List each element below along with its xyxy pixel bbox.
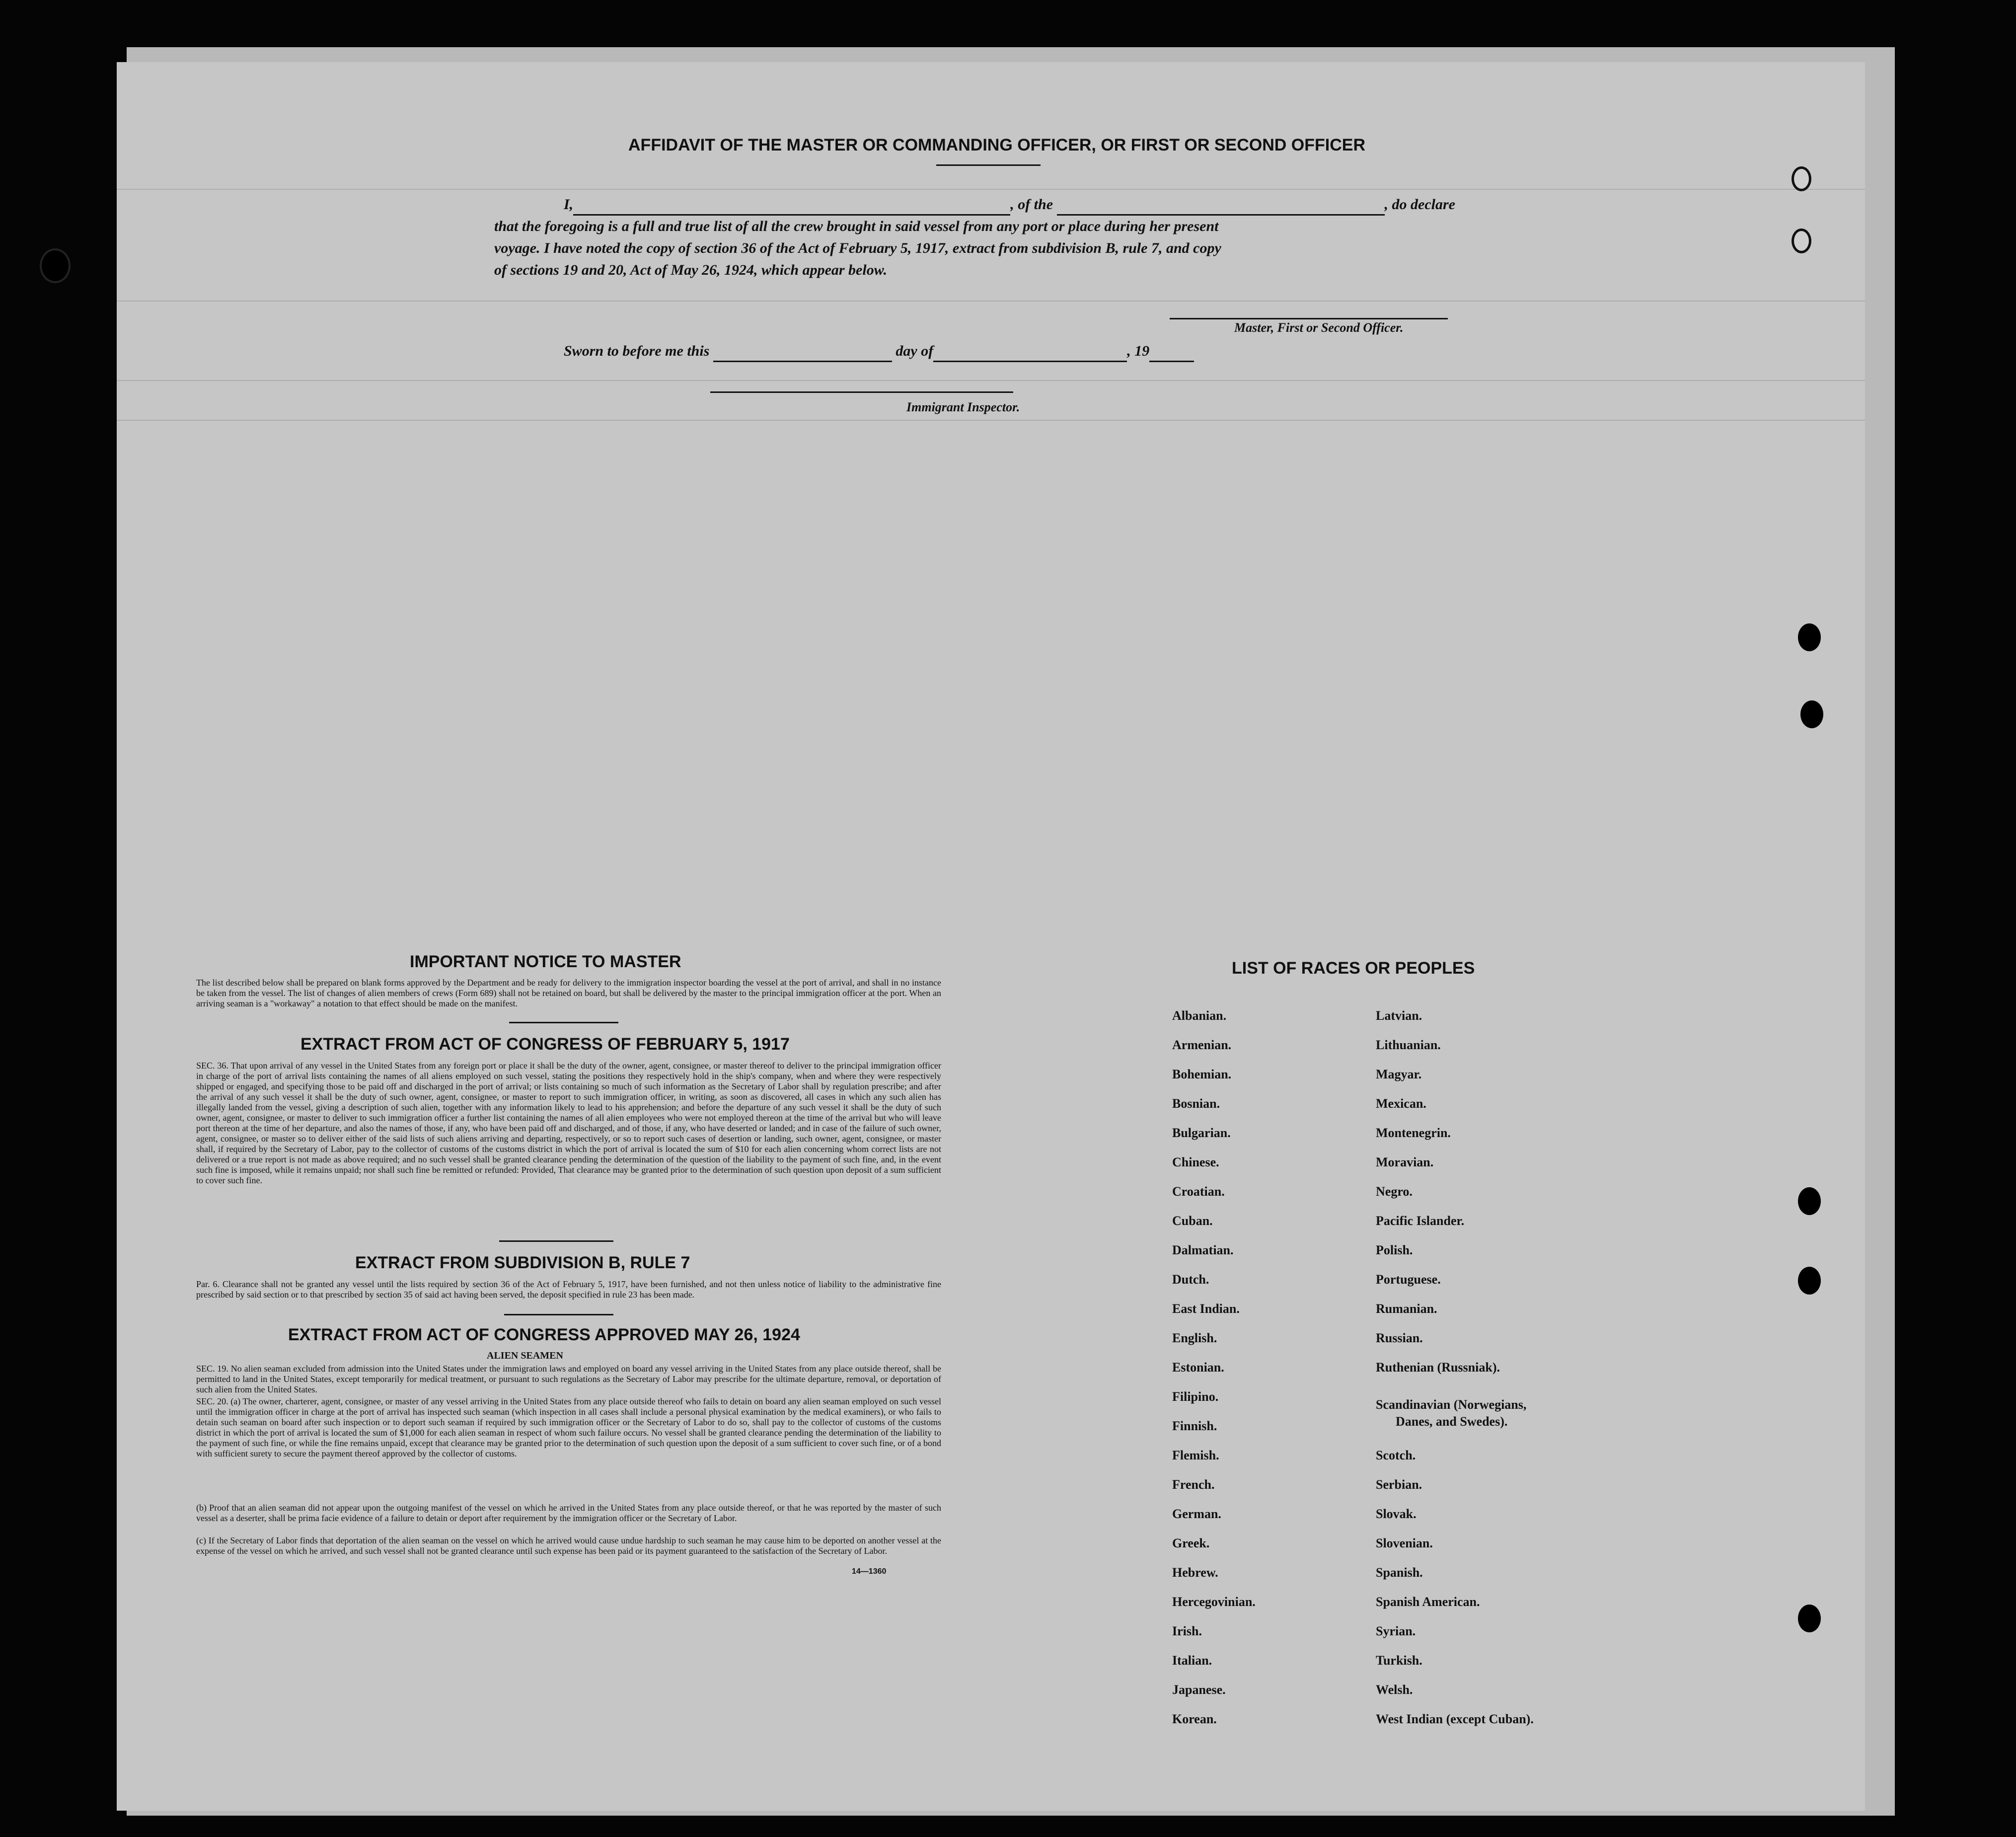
race-right: Slovak. (1376, 1507, 1417, 1521)
extract-1924-sec20b: (b) Proof that an alien seaman did not appear upon the outgoing manifest of the vessel on which he arrived in the United States from any place outside thereof, or that he was reported by the master of such vessel as a deserter, shall be prima facie evidence of a failure to detain or deport after requirement by the immigration officer or the Secretary of Labor. (196, 1503, 941, 1523)
inspector-signature-line (710, 391, 1013, 393)
race-left: Estonian. (1172, 1360, 1224, 1375)
race-right: Slovenian. (1376, 1536, 1433, 1550)
race-left: Flemish. (1172, 1448, 1219, 1462)
race-left: German. (1172, 1507, 1221, 1521)
race-left: Hercegovinian. (1172, 1595, 1256, 1609)
race-right: Montenegrin. (1376, 1126, 1451, 1140)
race-right: Scotch. (1376, 1448, 1416, 1462)
race-left: Japanese. (1172, 1683, 1226, 1697)
race-left: Bohemian. (1172, 1067, 1232, 1081)
extract-1917-body: SEC. 36. That upon arrival of any vessel in the United States from any foreign port or place it shall be the duty of the owner, agent, consignee, or master thereof to deliver to the principal immigration officer in charge of the port of arrival lists containing the names of all aliens employed on such vessel, stating the positions they respectively hold in the ship's company, when and where they were respectively shipped or engaged, and specifying those to be paid off and discharged in the port of arrival; or lists containing so much of such information as the Secretary of Labor shall by regulation prescribe; and after the arrival of any such vessel it shall be the duty of such owner, agent, consignee, or master to report to such immigration officer, in writing, as soon as discovered, all cases in which any such alien has illegally landed from the vessel, giving a description of such alien, together with any information likely to lead to his apprehension; and before the departure of any such vessel it shall be the duty of such owner, agent, consignee, or master to deliver to such immigration officer a further list containing the names of all alien employees who were not employed thereon at the time of the arrival but who will leave port thereon at the time of her departure, and also the names of those, if any, who have been paid off and discharged, and of those, if any, who have deserted or landed; and in case of the failure of such owner, agent, consignee, or master so to deliver either of the said lists of such aliens arriving and departing, respectively, or so to report such cases of desertion or landing, such owner, agent, consignee, or master shall, if required by the Secretary of Labor, pay to the collector of customs of the customs district in which the port of arrival is located the sum of $10 for each alien concerning whom correct lists are not delivered or a true report is not made as above required; and no such vessel shall be granted clearance pending the determination of the question of the liability to the payment of such fine, and, in the event such fine is imposed, while it remains unpaid; nor shall such fine be remitted or refunded: Provided, That clearance may be granted prior to the determination of such question upon deposit of a sum sufficient to cover such fine. (196, 1061, 941, 1185)
race-right: Spanish. (1376, 1565, 1423, 1580)
binder-hole (1798, 1605, 1821, 1632)
race-right: Turkish. (1376, 1653, 1422, 1668)
race-right: Polish. (1376, 1243, 1413, 1257)
affidavit-i: I, (564, 196, 574, 213)
race-left: Italian. (1172, 1653, 1212, 1668)
race-left: French. (1172, 1477, 1215, 1492)
races-title: LIST OF RACES OR PEOPLES (1232, 959, 1475, 978)
notice-body: The list described below shall be prepared on blank forms approved by the Department and be ready for delivery to the immigration inspector boarding the vessel at the port of arrival, and shall in no instance be taken from the vessel. The list of changes of alien members of crews (Form 689) shall not be retained on board, but shall be delivered by the master to the principal immigration officer at the port. When an arriving seaman is a "workaway" a notation to that effect should be made on the manifest. (196, 978, 941, 1008)
affidavit-line-4: of sections 19 and 20, Act of May 26, 1924, which appear below. (494, 262, 888, 278)
ghost-rule (117, 420, 1865, 421)
day-of-label: day of (896, 343, 934, 359)
race-left: Korean. (1172, 1712, 1217, 1726)
race-left: Irish. (1172, 1624, 1202, 1638)
affidavit-line-2: that the foregoing is a full and true list of all the crew brought in said vessel from any port or place during her present (494, 218, 1219, 234)
race-right: Moravian. (1376, 1155, 1434, 1169)
race-left: Armenian. (1172, 1038, 1232, 1052)
binder-hole (1798, 1187, 1821, 1215)
race-right: Mexican. (1376, 1096, 1426, 1111)
extract-1917-title: EXTRACT FROM ACT OF CONGRESS OF FEBRUARY 5, 1917 (300, 1035, 790, 1054)
race-left: Bosnian. (1172, 1096, 1220, 1111)
affidavit-declare: , do declare (1384, 196, 1455, 213)
sworn-month-blank (933, 361, 1127, 362)
race-left: English. (1172, 1331, 1217, 1345)
notice-divider (509, 1022, 618, 1023)
notice-title: IMPORTANT NOTICE TO MASTER (410, 952, 681, 971)
sworn-label: Sworn to before me this (564, 343, 710, 359)
sworn-line (564, 340, 1194, 362)
race-left: Croatian. (1172, 1184, 1225, 1199)
race-right: Syrian. (1376, 1624, 1416, 1638)
race-right: Scandinavian (Norwegians, (1376, 1397, 1527, 1412)
race-left: Filipino. (1172, 1389, 1219, 1404)
extract-1924-sec20c: (c) If the Secretary of Labor finds that deportation of the alien seaman on the vessel on which he arrived would cause undue hardship to such seaman he may cause him to be deported on another vessel at the expense of the vessel on which he arrived, and such vessel shall not be granted clearance until such expense has been paid or its payment guaranteed to the satisfaction of the Secretary of Labor. (196, 1535, 941, 1556)
race-left: Greek. (1172, 1536, 1210, 1550)
race-right: Lithuanian. (1376, 1038, 1441, 1052)
sworn-day-blank (713, 361, 892, 362)
affidavit-of: , of the (1010, 196, 1053, 213)
race-right: Portuguese. (1376, 1272, 1441, 1287)
extract-rule7-divider (504, 1314, 613, 1315)
binder-hole (40, 248, 71, 283)
binder-hole (1798, 623, 1821, 651)
race-right: Ruthenian (Russniak). (1376, 1360, 1500, 1375)
year-label: , 19 (1127, 343, 1150, 359)
ghost-rule (117, 189, 1865, 190)
race-right: Russian. (1376, 1331, 1423, 1345)
race-left: Chinese. (1172, 1155, 1219, 1169)
race-left: Albanian. (1172, 1008, 1227, 1023)
race-left: East Indian. (1172, 1301, 1240, 1316)
race-right: Serbian. (1376, 1477, 1422, 1492)
race-left: Hebrew. (1172, 1565, 1218, 1580)
race-right: Spanish American. (1376, 1595, 1480, 1609)
document-page (117, 62, 1865, 1811)
binder-hole (1800, 700, 1823, 728)
inspector-signature-label: Immigrant Inspector. (906, 400, 1020, 414)
binder-hole (1792, 229, 1811, 253)
race-right: Danes, and Swedes). (1396, 1414, 1508, 1429)
race-right: Rumanian. (1376, 1301, 1437, 1316)
extract-1924-sec19: SEC. 19. No alien seaman excluded from admission into the United States under the immigration laws and employed on board any vessel arriving in the United States from any place outside thereof, shall be permitted to land in the United States, except temporarily for medical treatment, or pursuant to such regulations as the Secretary of Labor may prescribe for the ultimate departure, removal, or deportation of such alien from the United States. (196, 1364, 941, 1394)
race-right: Pacific Islander. (1376, 1214, 1465, 1228)
extract-1924-title: EXTRACT FROM ACT OF CONGRESS APPROVED MAY 26, 1924 (288, 1325, 800, 1344)
extract-rule7-title: EXTRACT FROM SUBDIVISION B, RULE 7 (355, 1253, 690, 1272)
race-right: Negro. (1376, 1184, 1413, 1199)
race-left: Finnish. (1172, 1419, 1217, 1433)
race-left: Bulgarian. (1172, 1126, 1231, 1140)
binder-hole (1798, 1267, 1821, 1295)
form-number: 14—1360 (852, 1567, 887, 1576)
race-right: Welsh. (1376, 1683, 1413, 1697)
sworn-year-blank (1149, 361, 1194, 362)
race-left: Dalmatian. (1172, 1243, 1234, 1257)
extract-rule7-body: Par. 6. Clearance shall not be granted any vessel until the lists required by section 36 of the Act of February 5, 1917, have been furnished, and not then unless notice of liability to the administrative fine prescribed by said section or to that prescribed by section 35 of said act having been served, the deposit specified in rule 23 has been made. (196, 1279, 941, 1300)
race-right: Latvian. (1376, 1008, 1422, 1023)
alien-seamen-subtitle: ALIEN SEAMEN (487, 1350, 563, 1361)
affidavit-line-3: voyage. I have noted the copy of section 36 of the Act of February 5, 1917, extract from subdivision B, rule 7, and copy (494, 240, 1221, 256)
affidavit-line-1 (564, 194, 1455, 216)
race-right: Magyar. (1376, 1067, 1422, 1081)
race-right: West Indian (except Cuban). (1376, 1712, 1534, 1726)
ghost-rule (117, 301, 1865, 302)
race-left: Dutch. (1172, 1272, 1209, 1287)
master-signature-label: Master, First or Second Officer. (1234, 320, 1404, 335)
ghost-rule (117, 380, 1865, 381)
extract-1917-divider (499, 1240, 613, 1242)
binder-hole (1792, 166, 1811, 191)
race-left: Cuban. (1172, 1214, 1213, 1228)
affidavit-title: AFFIDAVIT OF THE MASTER OR COMMANDING OFFICER, OR FIRST OR SECOND OFFICER (628, 136, 1365, 154)
extract-1924-sec20a: SEC. 20. (a) The owner, charterer, agent, consignee, or master of any vessel arriving in the United States from any place outside thereof who fails to detain on board any alien seaman employed on such vessel until the immigration officer in charge at the port of arrival has inspected such seaman (which inspection in all cases shall include a personal physical examination by the medical examiners), or who fails to detain such seaman on board after such inspection or to deport such seaman if required by such immigration officer or the Secretary of Labor to do so, shall pay to the collector of customs of the customs district in which the port of arrival is located the sum of $1,000 for each alien seaman in respect of whom such failure occurs. No vessel shall be granted clearance pending the determination of the liability to the payment of such fine, or while the fine remains unpaid, except that clearance may be granted prior to the determination of such question upon the deposit of a sum sufficient to cover such fine, or of a bond with sufficient surety to secure the payment thereof approved by the collector of customs. (196, 1396, 941, 1458)
title-underline (936, 164, 1041, 166)
